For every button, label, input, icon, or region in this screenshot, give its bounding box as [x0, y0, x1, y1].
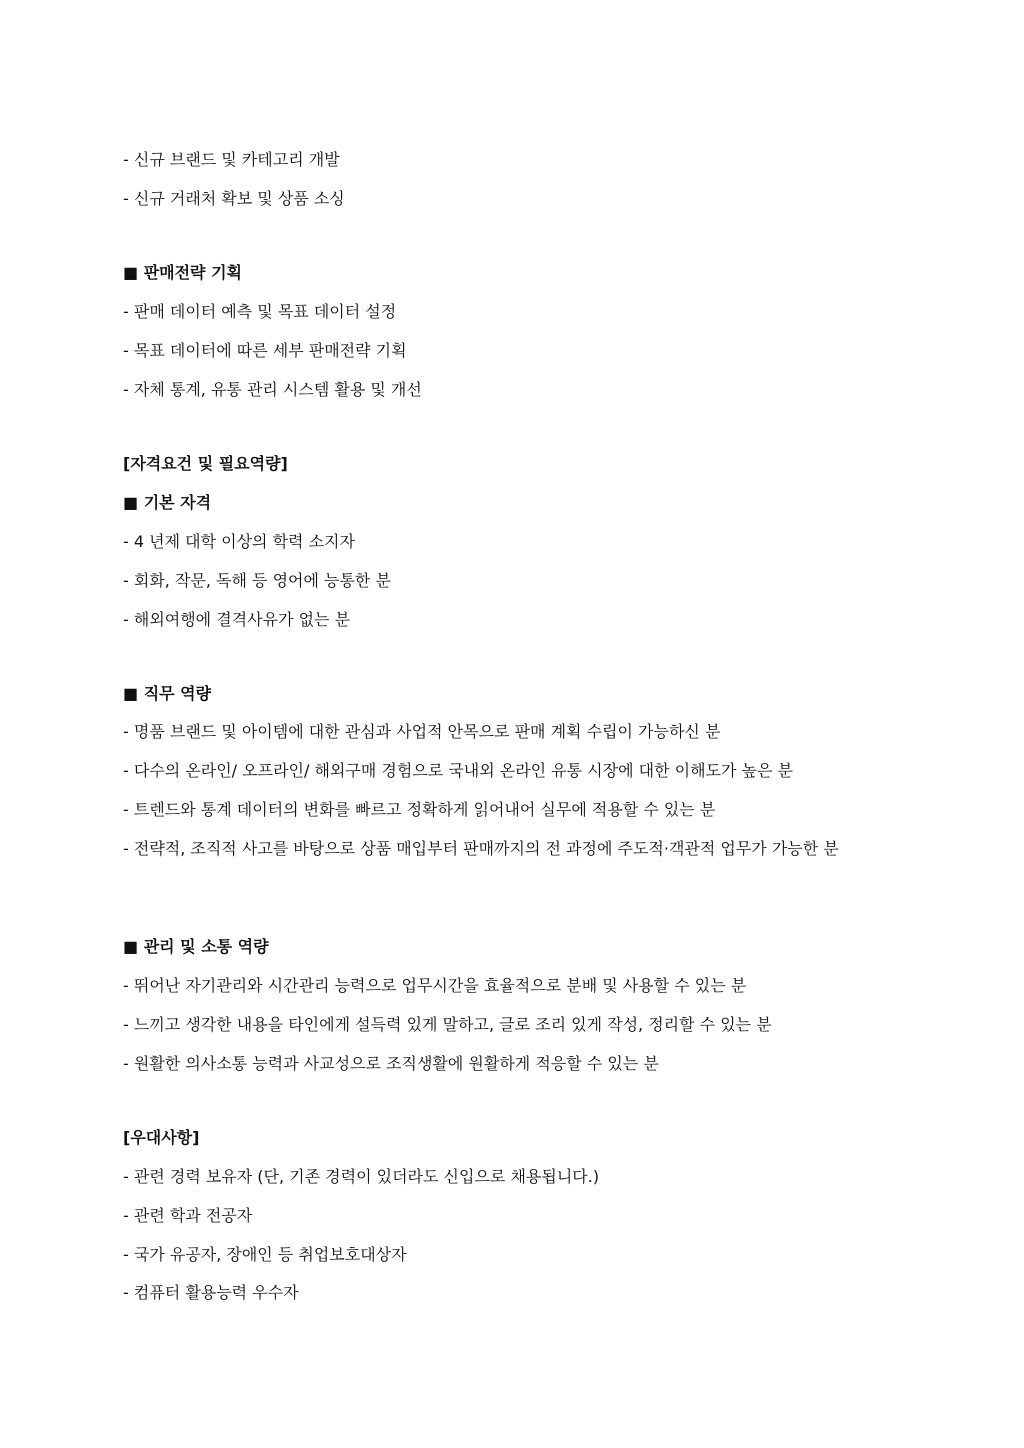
list-item: - 컴퓨터 활용능력 우수자: [123, 1283, 299, 1302]
list-item: - 관련 학과 전공자: [123, 1206, 253, 1225]
list-item: - 회화, 작문, 독해 등 영어에 능통한 분: [123, 571, 391, 590]
list-item: - 신규 브랜드 및 카테고리 개발: [123, 150, 340, 169]
list-item: - 신규 거래처 확보 및 상품 소싱: [123, 189, 345, 208]
list-item: - 자체 통계, 유통 관리 시스템 활용 및 개선: [123, 380, 422, 399]
list-item: - 다수의 온라인/ 오프라인/ 해외구매 경험으로 국내외 온라인 유통 시장에 대한 이해도가 높은 분: [123, 761, 794, 780]
list-item: - 명품 브랜드 및 아이템에 대한 관심과 사업적 안목으로 판매 계획 수립이 가능하신 분: [123, 722, 721, 741]
list-item: - 4 년제 대학 이상의 학력 소지자: [123, 532, 355, 551]
list-item: - 관련 경력 보유자 (단, 기존 경력이 있더라도 신입으로 채용됩니다.): [123, 1167, 600, 1186]
section-heading-sales-strategy: ■ 판매전략 기획: [123, 263, 242, 282]
list-item: - 뛰어난 자기관리와 시간관리 능력으로 업무시간을 효율적으로 분배 및 사용할 수 있는 분: [123, 976, 747, 995]
section-heading-management-communication: ■ 관리 및 소통 역량: [123, 937, 269, 956]
list-item: - 목표 데이터에 따른 세부 판매전략 기획: [123, 341, 407, 360]
list-item: - 트렌드와 통계 데이터의 변화를 빠르고 정확하게 읽어내어 실무에 적용할 수 있는 분: [123, 800, 716, 819]
section-heading-job-competency: ■ 직무 역량: [123, 684, 212, 703]
list-item: - 해외여행에 결격사유가 없는 분: [123, 610, 351, 629]
list-item: - 전략적, 조직적 사고를 바탕으로 상품 매입부터 판매까지의 전 과정에 주도적·객관적 업무가 가능한 분: [123, 839, 839, 858]
list-item: - 원활한 의사소통 능력과 사교성으로 조직생활에 원활하게 적응할 수 있는 분: [123, 1054, 659, 1073]
section-title-preferred: [우대사항]: [123, 1128, 200, 1147]
list-item: - 판매 데이터 예측 및 목표 데이터 설정: [123, 302, 397, 321]
list-item: - 느끼고 생각한 내용을 타인에게 설득력 있게 말하고, 글로 조리 있게 작성, 정리할 수 있는 분: [123, 1015, 772, 1034]
section-title-qualifications: [자격요건 및 필요역량]: [123, 454, 288, 473]
section-heading-basic-qualifications: ■ 기본 자격: [123, 493, 212, 512]
list-item: - 국가 유공자, 장애인 등 취업보호대상자: [123, 1245, 407, 1264]
